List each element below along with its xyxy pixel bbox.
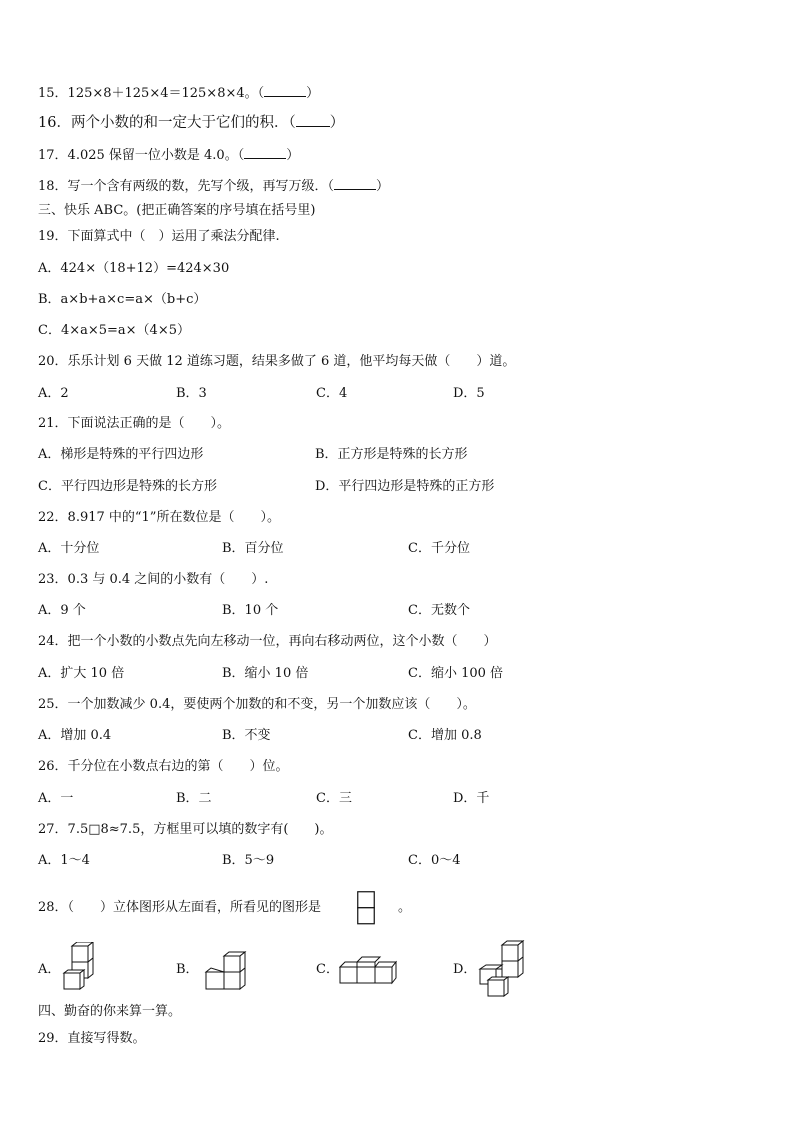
question-20-stem: 20．乐乐计划 6 天做 12 道练习题，结果多做了 6 道，他平均每天做（ ）道。 [38,354,516,369]
question-20-option-c[interactable]: C．4 [316,386,348,401]
question-19-stem: 19．下面算式中（ ）运用了乘法分配律. [38,229,280,244]
question-21-option-c[interactable]: C．平行四边形是特殊的长方形 [38,479,217,494]
question-15 [38,84,319,102]
question-29: 29．直接写得数。 [38,1031,146,1046]
question-28-option-d-label[interactable]: D． [453,962,477,977]
question-26-option-a[interactable]: A．一 [38,791,74,806]
question-26-option-c[interactable]: C．三 [316,791,352,806]
question-25-option-c[interactable]: C．增加 0.8 [408,728,482,743]
question-18 [38,177,389,195]
option-a-cube-figure[interactable] [62,942,96,992]
question-17-text: 17．4.025 保留一位小数是 4.0。（ [38,148,245,163]
question-26-stem: 26．千分位在小数点右边的第（ ）位。 [38,759,289,774]
question-18-close: ） [376,179,390,194]
question-26-option-b[interactable]: B．二 [176,791,212,806]
question-19-option-b[interactable]: B．a×b+a×c=a×（b+c） [38,292,207,307]
answer-blank-16[interactable] [296,114,330,127]
section-4-heading: 四、勤奋的你来算一算。 [38,1004,182,1019]
question-27-option-c[interactable]: C．0～4 [408,853,461,868]
option-c-cube-figure[interactable] [339,953,399,985]
question-16 [38,114,344,131]
question-23-option-b[interactable]: B．10 个 [222,603,279,618]
left-view-figure [357,891,375,925]
question-28-stem-end: 。 [398,900,412,915]
question-15-text: 15．125×8＋125×4＝125×8×4。（ [38,86,265,101]
question-17 [38,146,299,164]
question-22-option-c[interactable]: C．千分位 [408,541,470,556]
question-25-stem: 25．一个加数减少 0.4，要使两个加数的和不变，另一个加数应该（ ）。 [38,697,476,712]
question-22-stem: 22．8.917 中的“1”所在数位是（ ）。 [38,510,280,525]
question-28-option-a-label[interactable]: A． [38,962,61,977]
question-16-text: 16．两个小数的和一定大于它们的积．（ [38,115,296,131]
question-25-option-a[interactable]: A．增加 0.4 [38,728,112,743]
question-24-option-a[interactable]: A．扩大 10 倍 [38,666,125,681]
section-3-heading: 三、快乐 ABC。(把正确答案的序号填在括号里) [38,203,316,218]
option-b-cube-figure[interactable] [204,950,248,992]
answer-blank-15[interactable] [264,84,306,97]
question-28-stem-text: 28．（ ）立体图形从左面看，所看见的图形是 [38,900,322,915]
question-27-option-a[interactable]: A．1～4 [38,853,90,868]
question-26-option-d[interactable]: D．千 [453,791,490,806]
question-16-close: ） [329,115,345,131]
question-25-option-b[interactable]: B．不变 [222,728,271,743]
question-21-option-a[interactable]: A．梯形是特殊的平行四边形 [38,447,204,462]
option-d-cube-figure[interactable] [476,940,528,998]
question-20-option-b[interactable]: B．3 [176,386,207,401]
answer-blank-17[interactable] [244,146,286,159]
question-23-option-a[interactable]: A．9 个 [38,603,86,618]
question-24-option-b[interactable]: B．缩小 10 倍 [222,666,309,681]
question-17-close: ） [286,148,300,163]
question-23-stem: 23．0.3 与 0.4 之间的小数有（ ）. [38,572,269,587]
question-22-option-b[interactable]: B．百分位 [222,541,284,556]
question-22-option-a[interactable]: A．十分位 [38,541,100,556]
question-20-option-d[interactable]: D．5 [453,386,485,401]
question-20-option-a[interactable]: A．2 [38,386,69,401]
question-28-option-c-label[interactable]: C． [316,962,339,977]
question-18-text: 18．写一个含有两级的数，先写个级，再写万级．（ [38,179,335,194]
question-23-option-c[interactable]: C．无数个 [408,603,470,618]
question-24-stem: 24．把一个小数的小数点先向左移动一位，再向右移动两位，这个小数（ ） [38,634,497,649]
question-24-option-c[interactable]: C．缩小 100 倍 [408,666,504,681]
question-21-stem: 21．下面说法正确的是（ ）。 [38,416,231,431]
question-28-option-b-label[interactable]: B． [176,962,199,977]
question-27-option-b[interactable]: B．5～9 [222,853,275,868]
answer-blank-18[interactable] [334,177,376,190]
question-15-close: ） [306,86,320,101]
question-27-stem: 27．7.5□8≈7.5，方框里可以填的数字有( )。 [38,822,333,837]
question-19-option-c[interactable]: C．4×a×5=a×（4×5） [38,323,190,338]
question-21-option-d[interactable]: D．平行四边形是特殊的正方形 [315,479,495,494]
question-28-stem [38,900,321,916]
question-21-option-b[interactable]: B．正方形是特殊的长方形 [315,447,468,462]
question-19-option-a[interactable]: A．424×（18+12）=424×30 [38,261,230,276]
